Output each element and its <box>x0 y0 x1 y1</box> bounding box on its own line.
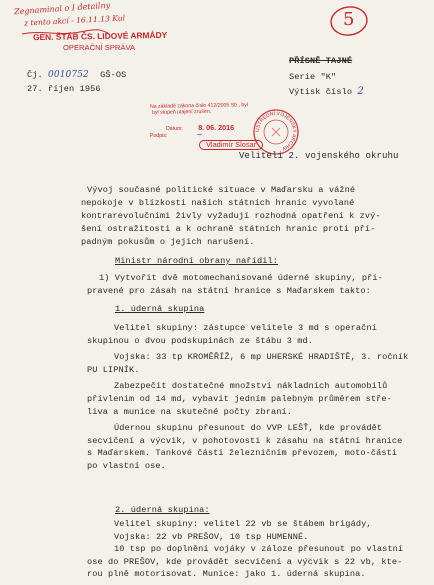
copy-number-value: 2 <box>357 86 364 97</box>
group-1-line-8: Údernou skupinu přesunout do VVP LEŠŤ, kde provádět <box>114 423 383 434</box>
copy-label: Výtisk číslo <box>289 87 353 97</box>
issuer-department: OPERAČNÍ SPRÁVA <box>63 43 136 52</box>
intro-paragraph <box>81 184 421 249</box>
item-1 <box>87 272 417 298</box>
group-1-line-4: PU LIPNÍK. <box>87 364 140 375</box>
intro-line-1: Vývoj současné politické situace v Maďarsku a vážné <box>87 185 356 195</box>
handwritten-note-line2: z tento akcí - 16.11.13 Kul <box>23 13 126 28</box>
group-1-line-6: přívlenim od 14 md, vybavit jedním palebným průměrem stře- <box>87 393 392 404</box>
item-1-line-2: pravené pro zásah na státní hranice s Maďarskem takto: <box>87 285 371 296</box>
intro-line-5: padným pokusům o jejich narušení. <box>81 236 255 247</box>
group-1-line-10: s Maďarskem. Tankové části železničním převozem, moto-části <box>87 448 398 459</box>
group-1-body <box>87 322 417 473</box>
intro-line-4: šení ostražitosti a k ochraně státních hranic proti pří- <box>81 223 376 234</box>
declassification-name: Vladimír Slosar <box>199 140 263 150</box>
group-2-line-2: Vojska: 22 vb PREŠOV, 10 tsp HUMENNÉ. <box>114 531 309 542</box>
group-1-line-7: liva a munice na skutečné počty zbraní. <box>87 406 293 417</box>
addressee: Veliteli 2. vojenského okruhu <box>239 151 399 161</box>
group-1-line-3: Vojska: 33 tp KROMĚŘÍŽ, 6 mp UHERSKÉ HRADIŠTĚ, 3. ročník <box>114 352 409 363</box>
classification-label: PŘÍSNĚ TAJNÉ <box>289 56 353 66</box>
reference-number <box>27 70 126 80</box>
intro-line-3: kontrarevolučními živly vyžadují rozhodná opatření k zvý- <box>81 210 381 221</box>
declassification-signature-label: Podpis: <box>150 133 168 139</box>
group-1-line-1: Velitel skupiny: zástupce velitele 3 md s operační <box>114 323 377 333</box>
group-2-line-3: 10 tsp po doplnění vojáky v záloze přesunout po vlastní <box>114 544 404 555</box>
declassification-text-line1: Na základě zákona číslo 412/2005 Sb., byl <box>149 102 249 110</box>
group-2-body <box>87 518 417 581</box>
order-heading: Ministr národní obrany nařídil: <box>115 256 278 266</box>
group-2-heading: 2. úderná skupina: <box>115 505 210 515</box>
handwritten-note-line1: Zegnaminal o I detailny <box>13 0 111 17</box>
issuer-name: GEN. ŠTÁB ČS. LIDOVÉ ARMÁDY <box>32 29 168 43</box>
reference-number-value: 0010752 <box>48 70 89 80</box>
group-1-line-2: skupinou o dvou podskupinách ze štábu 3 md. <box>87 335 314 346</box>
copy-number <box>289 86 364 97</box>
item-1-line-1: 1) Vytvořit dvě motomechanisované úderné skupiny, při- <box>99 273 383 283</box>
declassification-text-line2: byl stupeň utajení zrušen. <box>152 108 212 116</box>
document-date: 27. říjen 1956 <box>27 84 101 94</box>
group-1-line-5: Zabezpečit dostatečné množství nákladních automobilů <box>114 381 388 392</box>
reference-suffix: GŠ-OS <box>100 70 127 80</box>
group-1-heading: 1. úderná skupina <box>115 304 205 314</box>
declassification-date-value: 8. 06. 2016 <box>198 123 235 132</box>
reference-prefix: Čj. <box>27 70 43 80</box>
declassification-stamp <box>150 102 248 116</box>
archive-round-stamp <box>252 108 300 156</box>
group-2-line-1: Velitel skupiny: velitel 22 vb se štábem brigády, <box>114 519 372 529</box>
archive-stamp-ring-text: USTŘEDNÍ VOJENSKÝ ARCHIV <box>254 110 298 152</box>
handwritten-page-number: 5 <box>343 9 355 30</box>
signature-stroke: ∽ <box>196 130 203 139</box>
declassification-date-label: Datum: <box>166 126 183 132</box>
group-1-line-11: po vlastní ose. <box>87 460 166 471</box>
group-2-line-4: ose do PREŠOV, kde provádět secvičení a výcvik s 22 vb, kte- <box>87 556 403 567</box>
group-1-line-9: secvičení a výcvik, v pohotovosti k zásahu na státní hranice <box>87 435 403 446</box>
group-2-line-5: rou plně motorisovat. Munice: jako 1. úderná skupina. <box>87 569 366 580</box>
intro-line-2: nepokoje v blízkosti našich státních hranic vyvolané <box>81 197 355 208</box>
series-label: Serie "K" <box>289 72 337 82</box>
